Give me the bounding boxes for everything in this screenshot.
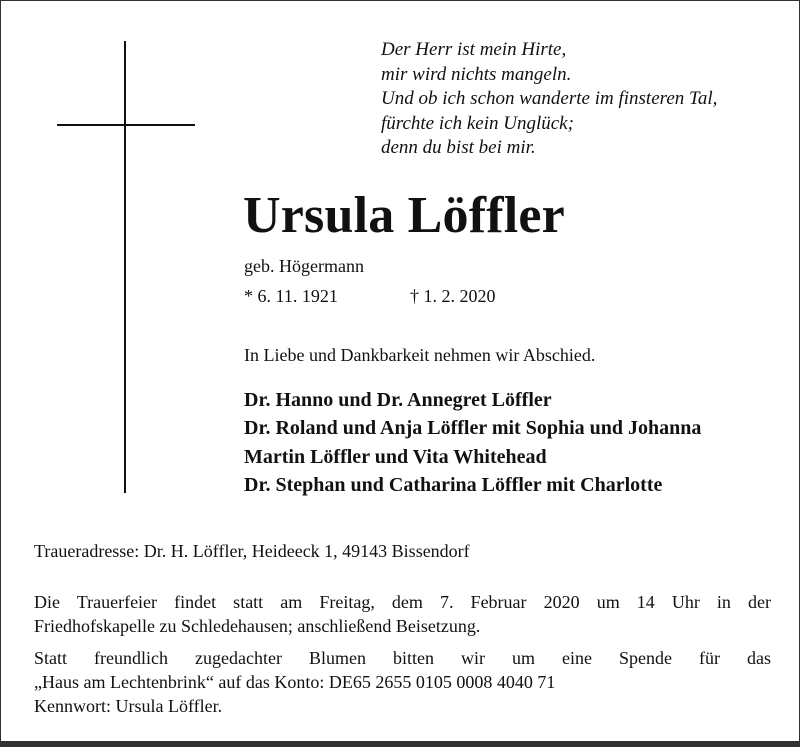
mourners-list — [244, 386, 701, 499]
service-info — [34, 590, 771, 638]
bible-verse — [381, 38, 791, 161]
service-line: Die Trauerfeier findet statt am Freitag, dem 7. Februar 2020 um 14 Uhr in der — [34, 592, 771, 612]
donation-line: „Haus am Lechtenbrink“ auf das Konto: DE65 2655 0105 0008 4040 71 — [34, 672, 556, 692]
deceased-name: Ursula Löffler — [243, 187, 565, 244]
verse-line: Der Herr ist mein Hirte, — [381, 39, 567, 60]
verse-line: Und ob ich schon wanderte im finsteren Tal, — [381, 88, 718, 109]
cross-horizontal-bar — [57, 124, 195, 126]
cross-vertical-bar — [124, 41, 126, 493]
mourner-line: Dr. Roland und Anja Löffler mit Sophia und Johanna — [244, 417, 702, 440]
death-date: † 1. 2. 2020 — [410, 286, 496, 306]
mourner-line: Dr. Stephan und Catharina Löffler mit Charlotte — [244, 473, 663, 496]
farewell-text: In Liebe und Dankbarkeit nehmen wir Abschied. — [244, 345, 596, 365]
verse-line: mir wird nichts mangeln. — [381, 63, 572, 85]
mourner-line: Dr. Hanno und Dr. Annegret Löffler — [244, 389, 552, 411]
birth-date: * 6. 11. 1921 — [244, 286, 338, 306]
mourner-line: Martin Löffler und Vita Whitehead — [244, 445, 547, 468]
verse-line: fürchte ich kein Unglück; — [381, 112, 574, 134]
donation-line: Statt freundlich zugedachter Blumen bitten wir um eine Spende für das — [34, 648, 771, 668]
life-dates — [244, 286, 496, 307]
mourning-address: Traueradresse: Dr. H. Löffler, Heideeck 1, 49143 Bissendorf — [34, 541, 470, 561]
service-line: Friedhofskapelle zu Schledehausen; anschließend Beisetzung. — [34, 616, 481, 636]
donation-info — [34, 646, 771, 718]
verse-line: denn du bist bei mir. — [381, 137, 536, 158]
maiden-name: geb. Högermann — [244, 256, 364, 276]
donation-keyword: Kennwort: Ursula Löffler. — [34, 696, 223, 716]
